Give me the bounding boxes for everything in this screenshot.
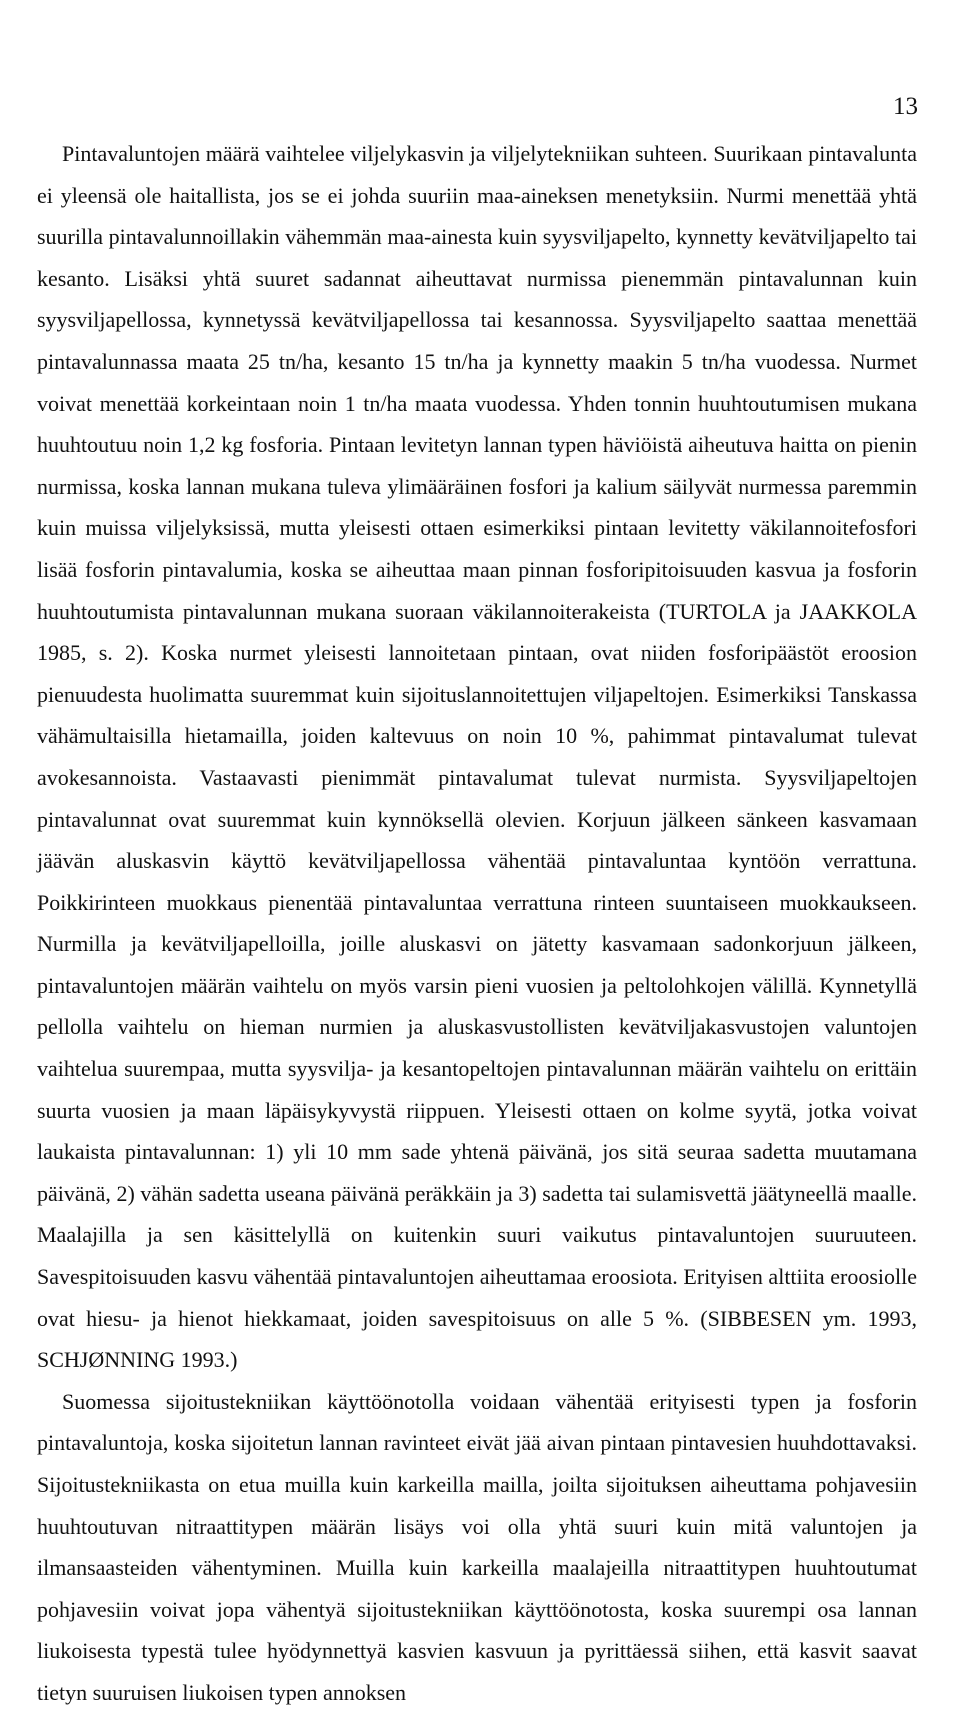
page-number: 13: [893, 93, 918, 120]
paragraph-sijoitustekniikka: Suomessa sijoitustekniikan käyttöönotolla voidaan vähentää erityisesti typen ja fosforin pintavaluntoja, koska sijoitetun lannan ravinteet eivät jää aivan pintaan pintavesien huuhdottavaksi. Sijoitustekniikasta on etua muilla kuin karkeilla mailla, joilta sijoituksen aiheuttama pohjavesiin huuhtoutuvan nitraattitypen määrän lisäys voi olla yhtä suuri kuin mitä valuntojen ja ilmansaasteiden vähentyminen. Muilla kuin karkeilla maalajeilla nitraattitypen huuhtoutumat pohjavesiin voivat jopa vähentyä sijoitustekniikan käyttöönotosta, koska suurempi osa lannan liukoisesta typestä tulee hyödynnettyä kasvien kasvuun ja pyrittäessä siihen, että kasvit saavat tietyn suuruisen liukoisen typen annoksen: [37, 1388, 917, 1705]
body-text: [37, 133, 917, 1714]
paragraph-pintavalunnat: Pintavaluntojen määrä vaihtelee viljelykasvin ja viljelytekniikan suhteen. Suurikaan pintavalunta ei yleensä ole haitallista, jos se ei johda suuriin maa-aineksen menetyksiin. Nurmi menettää yhtä suurilla pintavalunnoillakin vähemmän maa-ainesta kuin syysviljapelto, kynnetty kevätviljapelto tai kesanto. Lisäksi yhtä suuret sadannat aiheuttavat nurmissa pienemmän pintavalunnan kuin syysviljapellossa, kynnetyssä kevätviljapellossa tai kesannossa. Syysviljapelto saattaa menettää pintavalunnassa maata 25 tn/ha, kesanto 15 tn/ha ja kynnetty maakin 5 tn/ha vuodessa. Nurmet voivat menettää korkeintaan noin 1 tn/ha maata vuodessa. Yhden tonnin huuhtoutumisen mukana huuhtoutuu noin 1,2 kg fosforia. Pintaan levitetyn lannan typen häviöistä aiheutuva haitta on pienin nurmissa, koska lannan mukana tuleva ylimääräinen fosfori ja kalium säilyvät nurmessa paremmin kuin muissa viljelyksissä, mutta yleisesti ottaen esimerkiksi pintaan levitetty väkilannoitefosfori lisää fosforin pintavalumia, koska se aiheuttaa maan pinnan fosforipitoisuuden kasvua ja fosforin huuhtoutumista pintavalunnan mukana suoraan väkilannoiterakeista (TURTOLA ja JAAKKOLA 1985, s. 2). Koska nurmet yleisesti lannoitetaan pintaan, ovat niiden fosforipäästöt eroosion pienuudesta huolimatta suuremmat kuin sijoituslannoitettujen viljapeltojen. Esimerkiksi Tanskassa vähämultaisilla hietamailla, joiden kaltevuus on noin 10 %, pahimmat pintavalumat tulevat avokesannoista. Vastaavasti pienimmät pintavalumat tulevat nurmista. Syysviljapeltojen pintavalunnat ovat suuremmat kuin kynnöksellä olevien. Korjuun jälkeen sänkeen kasvamaan jäävän aluskasvin käyttö kevätviljapellossa vähentää pintavaluntaa kyntöön verrattuna. Poikkirinteen muokkaus pienentää pintavaluntaa verrattuna rinteen suuntaiseen muokkaukseen. Nurmilla ja kevätviljapelloilla, joille aluskasvi on jätetty kasvamaan sadonkorjuun jälkeen, pintavaluntojen määrän vaihtelu on myös varsin pieni vuosien ja peltolohkojen välillä. Kynnetyllä pellolla vaihtelu on hieman nurmien ja aluskasvustollisten kevätviljakasvustojen valuntojen vaihtelua suurempaa, mutta syysvilja- ja kesantopeltojen pintavalunnan määrän vaihtelu on erittäin suurta vuosien ja maan läpäisykyvystä riippuen. Yleisesti ottaen on kolme syytä, jotka voivat laukaista pintavalunnan: 1) yli 10 mm sade yhtenä päivänä, jos sitä seuraa sadetta muutamana päivänä, 2) vähän sadetta useana päivänä peräkkäin ja 3) sadetta tai sulamisvettä jäätyneellä maalle. Maalajilla ja sen käsittelyllä on kuitenkin suuri vaikutus pintavaluntojen suuruuteen. Savespitoisuuden kasvu vähentää pintavaluntojen aiheuttamaa eroosiota. Erityisen alttiita eroosiolle ovat hiesu- ja hienot hiekkamaat, joiden savespitoisuus on alle 5 %. (SIBBESEN ym. 1993, SCHJØNNING 1993.): [37, 141, 917, 1373]
